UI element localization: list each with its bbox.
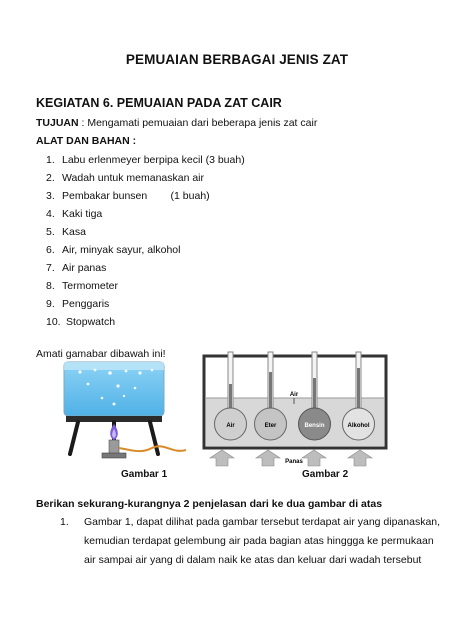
figure-1-illustration (40, 358, 190, 466)
bunsen-burner (109, 440, 119, 454)
tujuan-line (36, 117, 317, 129)
flask-label-eter: Eter (264, 423, 277, 429)
answer-line: air sampai air yang di dalam naik ke atas dan keluar dari wadah tersebut (84, 554, 422, 566)
flask-label-alkohol: Alkohol (347, 423, 370, 429)
list-item: 8. Termometer (46, 280, 119, 292)
amati-text: Amati gamabar dibawah ini! (36, 348, 166, 360)
answer-line: kemudian terdapat gelembung air pada bagian atas hinggga ke permukaan (84, 535, 434, 547)
list-item: 1. Labu erlenmeyer berpipa kecil (3 buah) (46, 154, 245, 166)
gas-hose (119, 446, 186, 451)
list-item: 10. Stopwatch (46, 316, 116, 328)
list-item: 5. Kasa (46, 226, 86, 238)
list-item: 2. Wadah untuk memanaskan air (46, 172, 205, 184)
figure-2-caption: Gambar 2 (302, 469, 349, 480)
figure-1-caption: Gambar 1 (121, 469, 168, 480)
list-item: 3. Pembakar bunsen (1 buah) (46, 190, 210, 202)
section-title: KEGIATAN 6. PEMUAIAN PADA ZAT CAIR (36, 96, 282, 110)
tujuan-label: TUJUAN (36, 117, 79, 129)
list-item: 7. Air panas (46, 262, 107, 274)
figure-2-illustration (200, 350, 390, 468)
page-title: PEMUAIAN BERBAGAI JENIS ZAT (125, 52, 349, 67)
question-title: Berikan sekurang-kurangnya 2 penjelasan dari ke dua gambar di atas (36, 498, 383, 510)
flask-label-air: Air (226, 423, 235, 429)
answer-number: 1. (60, 516, 69, 528)
list-item: 4. Kaki tiga (46, 208, 103, 220)
alat-title: ALAT DAN BAHAN : (36, 135, 137, 147)
list-item: 6. Air, minyak sayur, alkohol (46, 244, 181, 256)
tujuan-text: : Mengamati pemuaian dari beberapa jenis zat cair (78, 117, 318, 129)
flask-label-bensin: Bensin (304, 423, 325, 429)
list-item: 9. Penggaris (46, 298, 110, 310)
air-top-label: Air (289, 392, 299, 398)
water-container (64, 362, 164, 416)
panas-label: Panas (285, 459, 303, 465)
answer-line: Gambar 1, dapat dilihat pada gambar tersebut terdapat air yang dipanaskan, (84, 516, 441, 528)
